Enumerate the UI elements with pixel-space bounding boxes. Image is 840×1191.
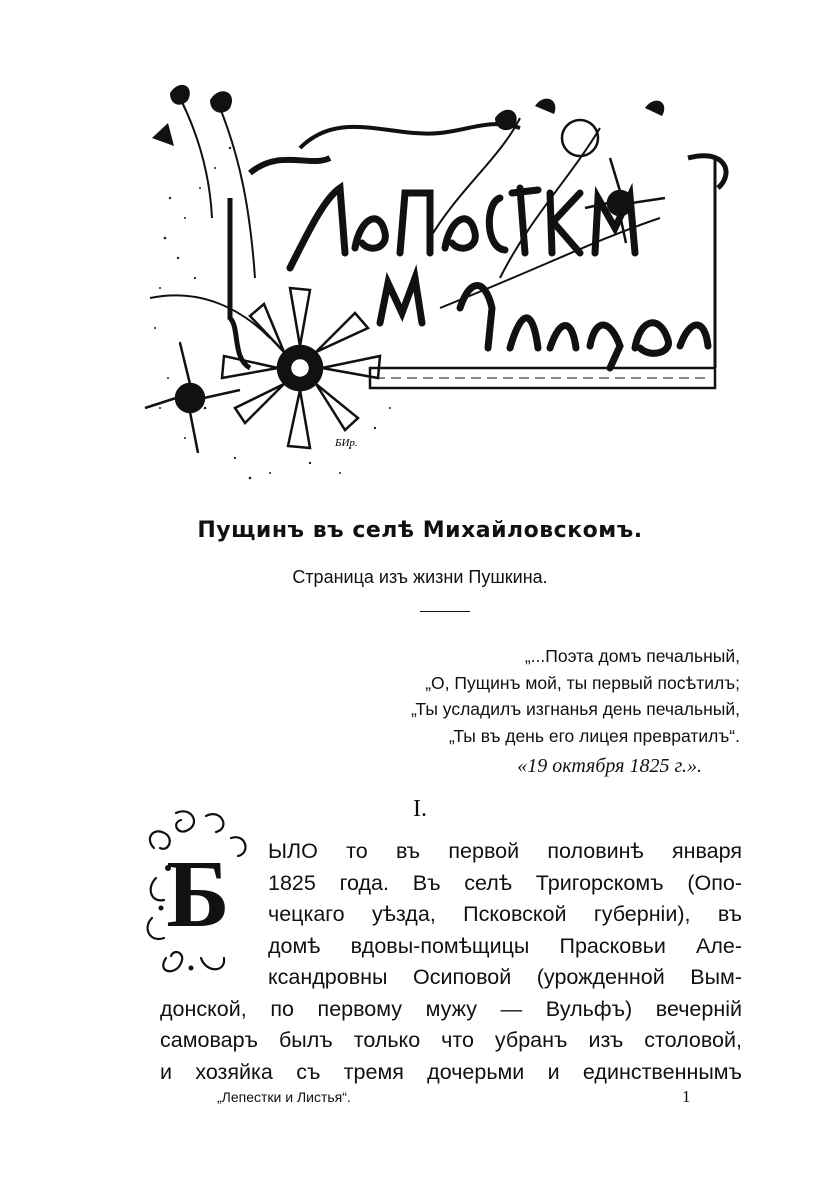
body-line: самоваръ былъ только что убранъ изъ столовой, — [160, 1028, 742, 1052]
epigraph-line: „Ты въ день его лицея превратилъ“. — [448, 725, 740, 746]
body-line: ксандровны Осиповой (урожденной Вым- — [268, 965, 742, 989]
flower-ornament-icon — [140, 78, 740, 490]
artist-initials: БИр. — [335, 437, 358, 449]
chapter-number: I. — [413, 796, 427, 822]
divider-rule — [420, 611, 470, 612]
body-line: и хозяйка съ тремя дочерьми и единственнымъ — [160, 1059, 742, 1084]
chapter-subtitle: Страница изъ жизни Пушкина. — [292, 567, 548, 587]
body-line: донской, по первому мужу — Вульфъ) вечерній — [160, 996, 742, 1021]
page-number: 1 — [682, 1087, 691, 1106]
body-line: чецкаго уѣзда, Псковской губерніи), въ — [268, 902, 742, 926]
body-line: домѣ вдовы-помѣщицы Прасковьи Але- — [268, 933, 742, 958]
body-text — [160, 836, 742, 1088]
chapter-title: Пущинъ въ селѣ Михайловскомъ. — [197, 518, 643, 543]
epigraph — [340, 643, 740, 778]
footer-book-title: „Лепестки и Листья“. — [217, 1089, 351, 1105]
epigraph-line: „О, Пущинъ мой, ты первый посѣтилъ; — [425, 672, 740, 693]
drop-cap-letter: Б — [166, 840, 230, 947]
body-line: ЫЛО то въ первой половинѣ января — [268, 839, 742, 863]
header-vignette-illustration — [140, 78, 740, 490]
epigraph-line: „Ты усладилъ изгнанья день печальный, — [410, 699, 740, 719]
body-line: 1825 года. Въ селѣ Тригорскомъ (Опо- — [268, 870, 742, 895]
epigraph-line: „...Поэта домъ печальный, — [524, 646, 740, 666]
epigraph-date: «19 октября 1825 г.». — [517, 755, 702, 777]
